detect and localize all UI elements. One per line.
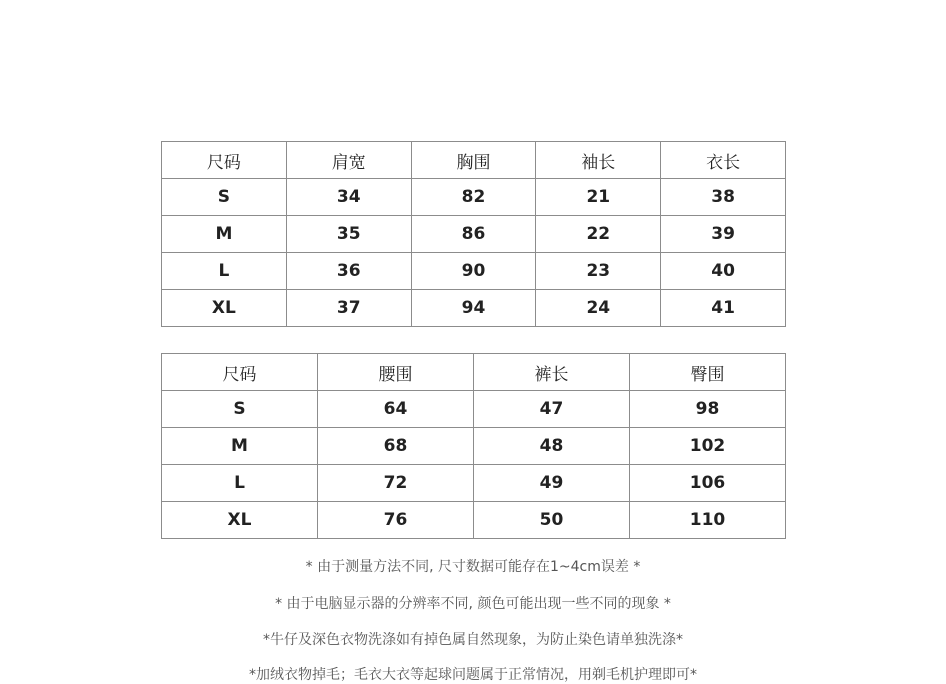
- table-cell: 23: [536, 253, 661, 290]
- table-cell: 94: [411, 290, 536, 327]
- header-cell: 裤长: [474, 354, 630, 391]
- table-header-row: [162, 142, 786, 179]
- table-cell: L: [162, 465, 318, 502]
- header-cell: 臀围: [630, 354, 786, 391]
- table-cell: 64: [318, 391, 474, 428]
- table-row: [162, 253, 786, 290]
- table-cell: 106: [630, 465, 786, 502]
- table-cell: 82: [411, 179, 536, 216]
- header-cell: 胸围: [411, 142, 536, 179]
- header-cell: 尺码: [162, 142, 287, 179]
- measurement-error-note: * 由于测量方法不同, 尺寸数据可能存在1~4cm误差 *: [305, 559, 641, 575]
- top-size-table: [161, 141, 786, 327]
- table-row: [162, 502, 786, 539]
- header-cell: 腰围: [318, 354, 474, 391]
- table-row: [162, 465, 786, 502]
- table-cell: 40: [661, 253, 786, 290]
- header-cell: 袖长: [536, 142, 661, 179]
- pilling-note: *加绒衣物掉毛；毛衣大衣等起球问题属于正常情况，用剃毛机护理即可*: [249, 667, 697, 683]
- table-cell: XL: [162, 502, 318, 539]
- table-row: [162, 391, 786, 428]
- washing-note: *牛仔及深色衣物洗涤如有掉色属自然现象，为防止染色请单独洗涤*: [263, 632, 683, 648]
- table-header-row: [162, 354, 786, 391]
- header-cell: 衣长: [661, 142, 786, 179]
- table-cell: 38: [661, 179, 786, 216]
- table-cell: 37: [286, 290, 411, 327]
- header-cell: 尺码: [162, 354, 318, 391]
- table-cell: 110: [630, 502, 786, 539]
- table-cell: L: [162, 253, 287, 290]
- table-cell: 21: [536, 179, 661, 216]
- table-row: [162, 216, 786, 253]
- table-cell: 48: [474, 428, 630, 465]
- table-row: [162, 428, 786, 465]
- table-cell: 102: [630, 428, 786, 465]
- bottom-size-table: [161, 353, 786, 539]
- table-cell: 34: [286, 179, 411, 216]
- table-cell: 68: [318, 428, 474, 465]
- table-cell: 22: [536, 216, 661, 253]
- table-cell: 76: [318, 502, 474, 539]
- table-cell: 35: [286, 216, 411, 253]
- table-cell: M: [162, 428, 318, 465]
- table-cell: 41: [661, 290, 786, 327]
- table-cell: 39: [661, 216, 786, 253]
- table-cell: 90: [411, 253, 536, 290]
- table-cell: 36: [286, 253, 411, 290]
- table-row: [162, 179, 786, 216]
- table-cell: M: [162, 216, 287, 253]
- table-cell: 72: [318, 465, 474, 502]
- table-row: [162, 290, 786, 327]
- table-cell: 98: [630, 391, 786, 428]
- table-cell: 47: [474, 391, 630, 428]
- color-display-note: * 由于电脑显示器的分辨率不同, 颜色可能出现一些不同的现象 *: [275, 596, 671, 612]
- table-cell: 86: [411, 216, 536, 253]
- table-cell: 24: [536, 290, 661, 327]
- table-cell: 49: [474, 465, 630, 502]
- table-cell: 50: [474, 502, 630, 539]
- header-cell: 肩宽: [286, 142, 411, 179]
- table-cell: S: [162, 179, 287, 216]
- table-cell: S: [162, 391, 318, 428]
- table-cell: XL: [162, 290, 287, 327]
